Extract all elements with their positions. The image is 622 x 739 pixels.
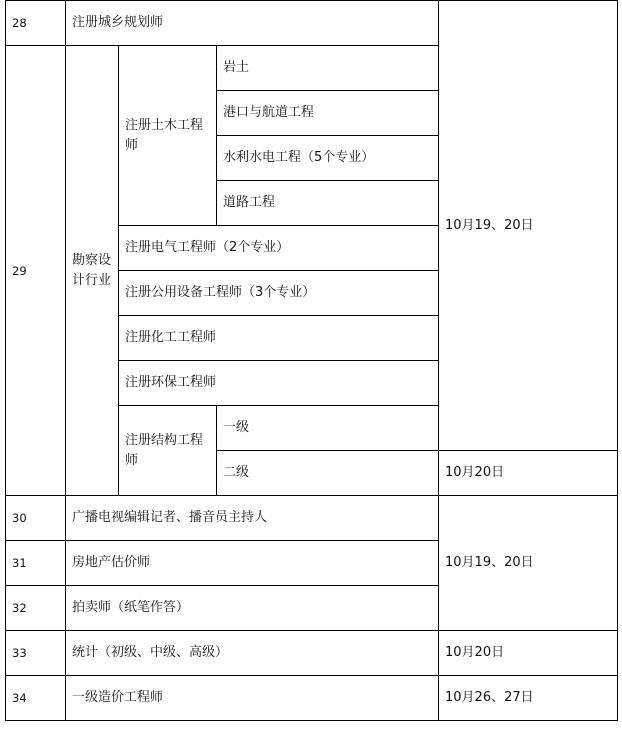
exam-name: 注册公用设备工程师（3个专业） — [119, 271, 439, 316]
exam-name: 注册化工工程师 — [119, 316, 439, 361]
row-number: 30 — [6, 496, 66, 541]
exam-date: 10月19、20日 — [439, 496, 618, 631]
sub-specialty: 水利水电工程（5个专业） — [217, 136, 439, 181]
sub-specialty: 岩土 — [217, 46, 439, 91]
table-row — [6, 631, 618, 676]
table-row — [6, 676, 618, 721]
row-number: 33 — [6, 631, 66, 676]
row-number: 34 — [6, 676, 66, 721]
table-row — [6, 1, 618, 46]
exam-name: 注册电气工程师（2个专业） — [119, 226, 439, 271]
row-number: 31 — [6, 541, 66, 586]
civil-engineer-label: 注册土木工程师 — [119, 46, 217, 226]
sub-specialty: 道路工程 — [217, 181, 439, 226]
exam-schedule-table — [5, 0, 618, 721]
industry-label: 勘察设计行业 — [66, 46, 119, 496]
exam-date: 10月20日 — [439, 631, 618, 676]
structural-engineer-label: 注册结构工程师 — [119, 406, 217, 496]
sub-specialty: 港口与航道工程 — [217, 91, 439, 136]
row-number: 29 — [6, 46, 66, 496]
exam-name: 统计（初级、中级、高级） — [66, 631, 439, 676]
exam-date: 10月26、27日 — [439, 676, 618, 721]
exam-name: 注册城乡规划师 — [66, 1, 439, 46]
exam-name: 广播电视编辑记者、播音员主持人 — [66, 496, 439, 541]
exam-name: 房地产估价师 — [66, 541, 439, 586]
exam-name: 注册环保工程师 — [119, 361, 439, 406]
exam-date: 10月20日 — [439, 451, 618, 496]
sub-specialty: 一级 — [217, 406, 439, 451]
exam-name: 拍卖师（纸笔作答） — [66, 586, 439, 631]
sub-specialty: 二级 — [217, 451, 439, 496]
row-number: 32 — [6, 586, 66, 631]
exam-name: 一级造价工程师 — [66, 676, 439, 721]
table-row — [6, 496, 618, 541]
row-number: 28 — [6, 1, 66, 46]
exam-date: 10月19、20日 — [439, 1, 618, 451]
